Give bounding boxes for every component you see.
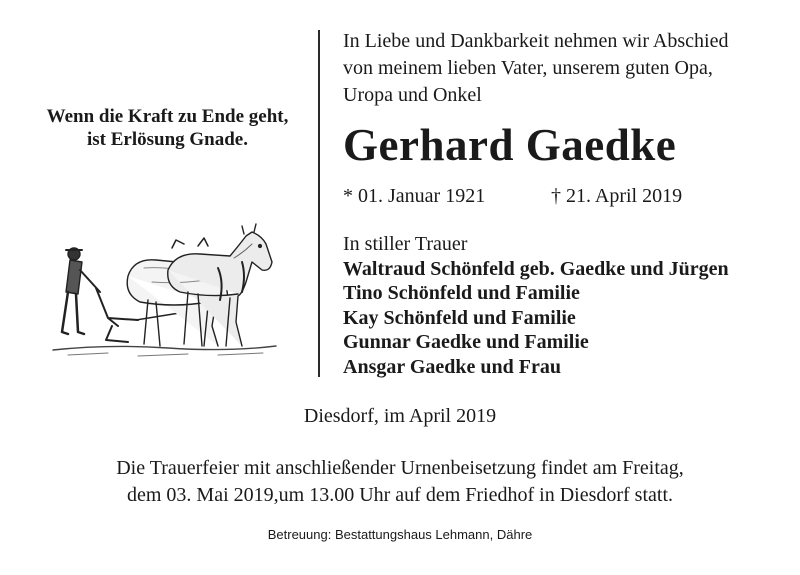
death-date: † 21. April 2019 (551, 185, 683, 207)
intro-line-2: von meinem lieben Vater, unserem guten Opa, (343, 57, 713, 79)
deceased-name: Gerhard Gaedke (343, 120, 677, 170)
mourner-name: Ansgar Gaedke und Frau (343, 355, 562, 378)
mourner-name: Gunnar Gaedke und Familie (343, 331, 589, 354)
farmer-plowing-with-horses-icon (48, 222, 278, 362)
funeral-home-note: Betreuung: Bestattungshaus Lehmann, Dähre (267, 527, 533, 542)
intro-line-1: In Liebe und Dankbarkeit nehmen wir Abschied (343, 30, 729, 52)
vertical-divider (318, 30, 320, 377)
mourning-heading: In stiller Trauer (343, 233, 468, 255)
ceremony-info (0, 455, 800, 509)
mourner-name: Tino Schönfeld und Familie (343, 282, 580, 305)
ceremony-line-1: Die Trauerfeier mit anschließender Urnenbeisetzung findet am Freitag, (116, 457, 684, 479)
mourner-name: Waltraud Schönfeld geb. Gaedke und Jürgen (343, 257, 729, 280)
ceremony-line-2: dem 03. Mai 2019,um 13.00 Uhr auf dem Friedhof in Diesdorf statt. (126, 484, 674, 506)
mourner-name: Kay Schönfeld und Familie (343, 306, 576, 329)
farewell-intro (343, 28, 788, 109)
motto-line-2: ist Erlösung Gnade. (86, 129, 248, 150)
mourners-list (343, 232, 788, 380)
place-and-date: Diesdorf, im April 2019 (303, 405, 497, 427)
intro-line-3: Uropa und Onkel (343, 84, 482, 106)
motto-quote (20, 105, 315, 151)
motto-line-1: Wenn die Kraft zu Ende geht, (46, 106, 289, 127)
birth-date: * 01. Januar 1921 (343, 185, 486, 207)
